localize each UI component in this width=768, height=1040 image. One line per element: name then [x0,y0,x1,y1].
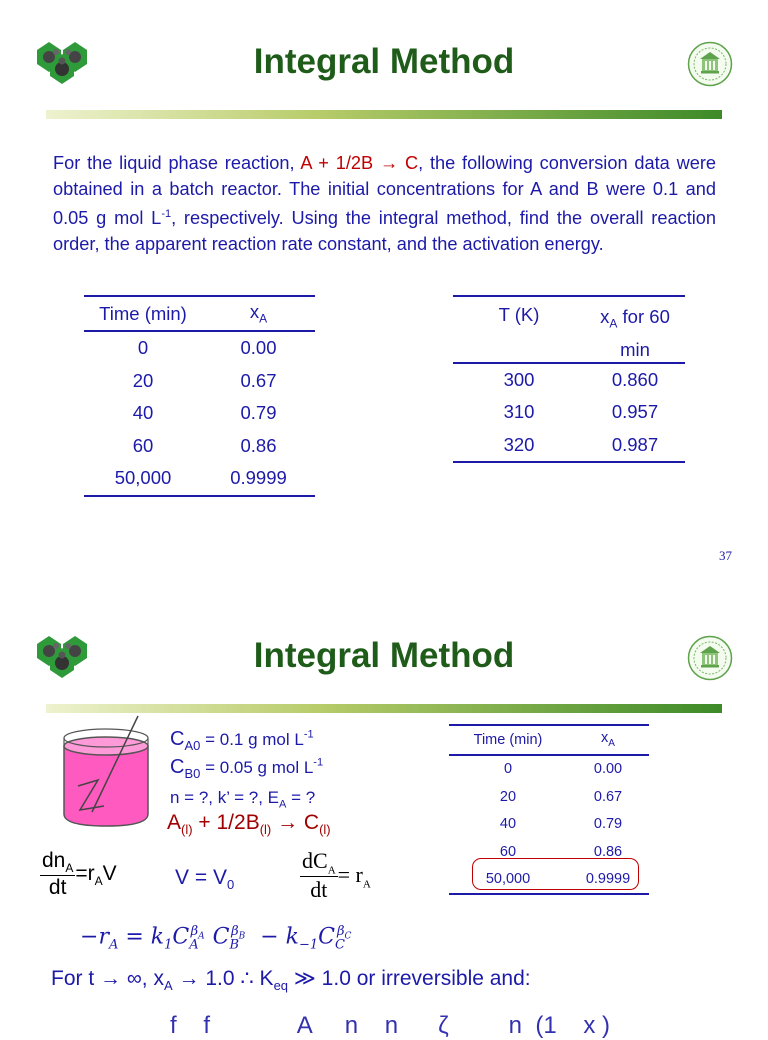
table-row [453,429,685,463]
table-row [84,331,315,365]
time-cell: 50,000 [114,467,172,489]
intro-text: For the liquid phase reaction, [53,153,301,173]
ca0-given: $C_{A0} = 0.1$ g mol $L^{-1}$ [170,728,314,753]
conversion-cell: 0.987 [611,433,659,455]
conversion-cell: 0.9999 [230,467,287,489]
conversion-cell: 0.86 [240,434,277,456]
table-header-row [84,296,315,331]
intro-text-cont: , the following conversion data were obtained in a batch reactor. The initial concentrations for A and B were 0.1 and 0.05 g mol L [53,153,716,229]
time-cell: 0 [137,337,149,359]
title-divider [46,110,722,119]
conversion-cell: 0.67 [240,369,277,391]
cut-off-equation: f f A n n ζ n (1 x ) [170,1012,611,1039]
table-row [449,755,649,784]
conversion-temperature-table [453,295,685,463]
table-row [453,363,685,397]
conversion-cell: 0.67 [593,788,623,805]
col-header-xa-60min: $x_A$ for 60 min [600,306,670,360]
mole-balance-equation: $\frac{dn_A}{dt}$ $=r_AV$ [42,849,117,900]
col-header-time: Time (min) [473,731,543,748]
reaction-equation: $A_{(l)} + 1/2B_{(l)} \to C_{(l)}$ [167,811,331,838]
table-row [449,811,649,839]
time-cell: 60 [132,434,154,456]
col-header-xa: $x_A$ [249,301,268,326]
conversion-cell: 0.79 [240,402,277,424]
table-row [84,365,315,398]
rate-law-equation: $-r_A = k_1C_A^{\beta_A}$ $C_B^{\beta_B} - k_{-1}C_C^{\beta_C}$ [80,924,352,953]
unit-exponent: -1 [161,208,172,220]
slide-title: Integral Method [253,42,515,81]
cb0-given: $C_{B0} = 0.05$ g mol $L^{-1}$ [170,756,324,781]
time-cell: 20 [132,369,154,391]
temperature-cell: 300 [503,368,535,390]
table-row [449,783,649,811]
highlight-oval [472,858,639,890]
table-header-row [449,725,649,755]
slide-title: Integral Method [253,636,515,675]
table-row [84,397,315,430]
university-seal-icon [687,41,733,92]
temperature-cell: 310 [503,401,535,423]
conversion-cell: 0.86 [593,843,623,860]
temperature-cell: 320 [503,433,535,455]
conversion-cell: 0.00 [240,337,277,359]
table-row [84,430,315,463]
time-cell: 0 [503,761,513,778]
time-cell: 50,000 [485,871,531,888]
col-header-xa: $x_A$ [601,730,615,750]
col-header-temperature: T (K) [498,304,540,325]
table-row [453,396,685,429]
university-seal-icon [687,635,733,686]
constant-volume-equation: $V = V_0$ [175,866,235,893]
title-divider [46,704,722,713]
table-row [84,462,315,496]
page-number: 37 [719,548,732,563]
conversion-cell: 0.9999 [585,871,631,888]
table-header-row [453,296,685,363]
time-cell: 40 [132,402,154,424]
conversion-cell: 0.79 [593,816,623,833]
irreversible-condition: For t → ∞, $x_A \to 1.0$ ∴ $K_{eq}$ ≫ 1.0 or irreversible and: [51,967,531,994]
beaker-icon [58,714,154,837]
col-header-time: Time (min) [99,302,187,324]
conversion-cell: 0.860 [611,368,659,390]
conversion-cell: 0.00 [593,761,623,778]
concentration-balance-equation: $\frac{dC_A}{dt}$ = $r_A$ [302,848,371,903]
problem-statement [53,151,716,257]
intro-text-end: , respectively. Using the integral method, find the overall reaction order, the apparent reaction rate constant, and the activation energy. [53,208,717,254]
slide-38 [0,594,768,1039]
time-cell: 40 [499,816,517,833]
reaction-equation: A + 1/2B → C [300,153,419,173]
unknowns: n = ?, k’ = ?, $E_A$ = ? [170,788,316,811]
time-cell: 20 [499,788,517,805]
conversion-time-table [84,295,315,497]
time-cell: 60 [499,843,517,860]
conversion-cell: 0.957 [611,401,659,423]
